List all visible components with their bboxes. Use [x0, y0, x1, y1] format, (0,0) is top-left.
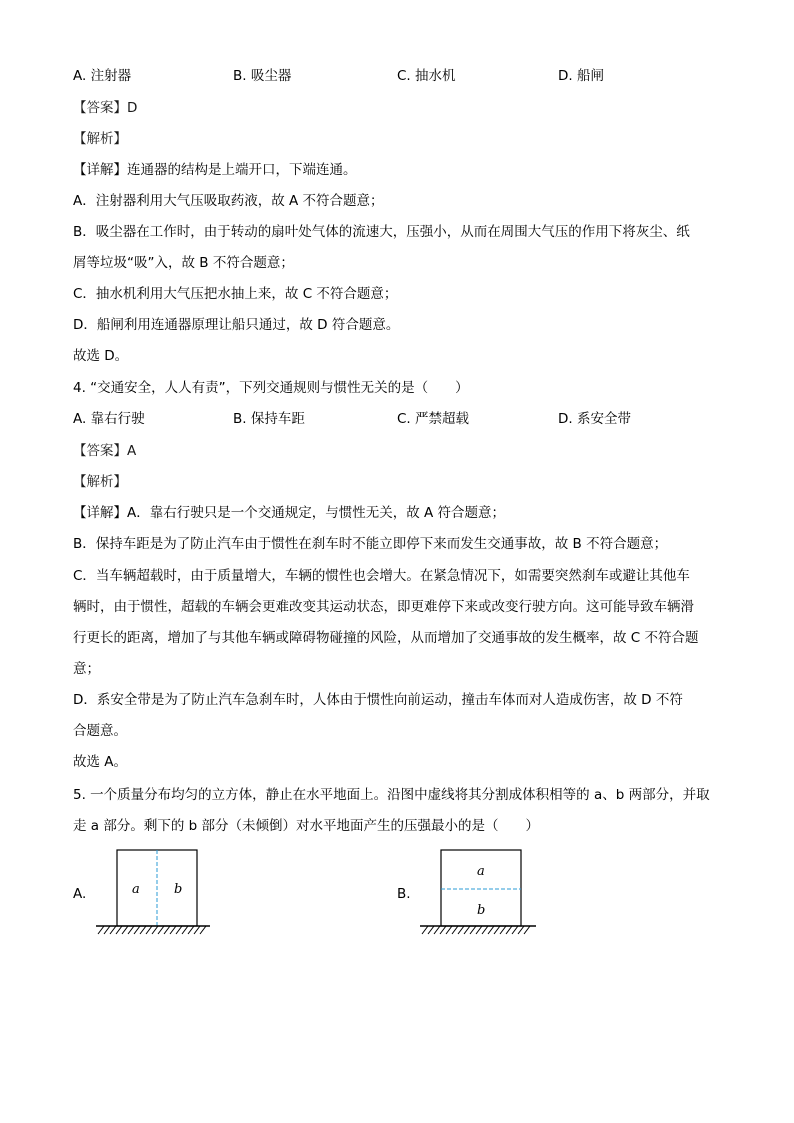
- part-b-label: b: [174, 882, 183, 897]
- part-b-label: b: [477, 903, 486, 918]
- q4-analysis-tag: 【解析】: [73, 474, 127, 490]
- q3-option-c: C. 抽水机: [397, 68, 456, 84]
- q3-analysis-tag: 【解析】: [73, 131, 127, 147]
- q4-line-8: 合题意。: [73, 723, 127, 739]
- q3-line-1: 【详解】连通器的结构是上端开口，下端连通。: [73, 162, 357, 178]
- q5-figure-a-label: A.: [73, 886, 87, 902]
- ground-hatch: [422, 926, 530, 934]
- q5-stem-1: 5. 一个质量分布均匀的立方体，静止在水平地面上。沿图中虚线将其分割成体积相等的 a、b 两部分，并取: [73, 787, 710, 803]
- q4-option-a: A. 靠右行驶: [73, 411, 145, 427]
- q3-line-2: A．注射器利用大气压吸取药液，故 A 不符合题意；: [73, 193, 384, 209]
- q4-answer: 【答案】A: [73, 443, 137, 459]
- q3-line-4: 屑等垃圾“吸”入，故 B 不符合题意；: [73, 255, 294, 271]
- q4-option-d: D. 系安全带: [558, 411, 631, 427]
- part-a-label: a: [132, 882, 140, 897]
- q4-line-4: 辆时，由于惯性，超载的车辆会更难改变其运动状态，即更难停下来或改变行驶方向。这可能导致车辆滑: [73, 599, 694, 615]
- q4-line-1: 【详解】A．靠右行驶只是一个交通规定，与惯性无关，故 A 符合题意；: [73, 505, 506, 521]
- q4-line-9: 故选 A。: [73, 754, 128, 770]
- q4-line-5: 行更长的距离，增加了与其他车辆或障碍物碰撞的风险，从而增加了交通事故的发生概率，故 C 不符合题: [73, 630, 699, 646]
- q4-option-b: B. 保持车距: [233, 411, 305, 427]
- q4-line-7: D．系安全带是为了防止汽车急刹车时，人体由于惯性向前运动，撞击车体而对人造成伤害，故 D 不符: [73, 692, 683, 708]
- q3-option-d: D. 船闸: [558, 68, 604, 84]
- q4-line-3: C．当车辆超载时，由于质量增大，车辆的惯性也会增大。在紧急情况下，如需要突然刹车或避让其他车: [73, 568, 690, 584]
- q3-option-b: B. 吸尘器: [233, 68, 292, 84]
- q5-figure-b-label: B.: [397, 886, 411, 902]
- q3-line-7: 故选 D。: [73, 348, 129, 364]
- q3-line-3: B．吸尘器在工作时，由于转动的扇叶处气体的流速大，压强小，从而在周围大气压的作用下将灰尘、纸: [73, 224, 690, 240]
- q3-line-6: D．船闸利用连通器原理让船只通过，故 D 符合题意。: [73, 317, 400, 333]
- q3-line-5: C．抽水机利用大气压把水抽上来，故 C 不符合题意；: [73, 286, 398, 302]
- q4-line-2: B．保持车距是为了防止汽车由于惯性在刹车时不能立即停下来而发生交通事故，故 B 不符合题意；: [73, 536, 668, 552]
- part-a-label: a: [477, 864, 485, 879]
- q5-figure-b: [416, 846, 540, 938]
- q3-option-a: A. 注射器: [73, 68, 132, 84]
- ground-hatch: [98, 926, 206, 934]
- q4-line-6: 意；: [73, 661, 100, 677]
- q5-stem-2: 走 a 部分。剩下的 b 部分（未倾倒）对水平地面产生的压强最小的是（ ）: [73, 818, 540, 834]
- q4-stem: 4. “交通安全，人人有责”，下列交通规则与惯性无关的是（ ）: [73, 380, 469, 396]
- q4-option-c: C. 严禁超载: [397, 411, 470, 427]
- q3-answer: 【答案】D: [73, 100, 138, 116]
- q5-figure-a: [92, 846, 214, 938]
